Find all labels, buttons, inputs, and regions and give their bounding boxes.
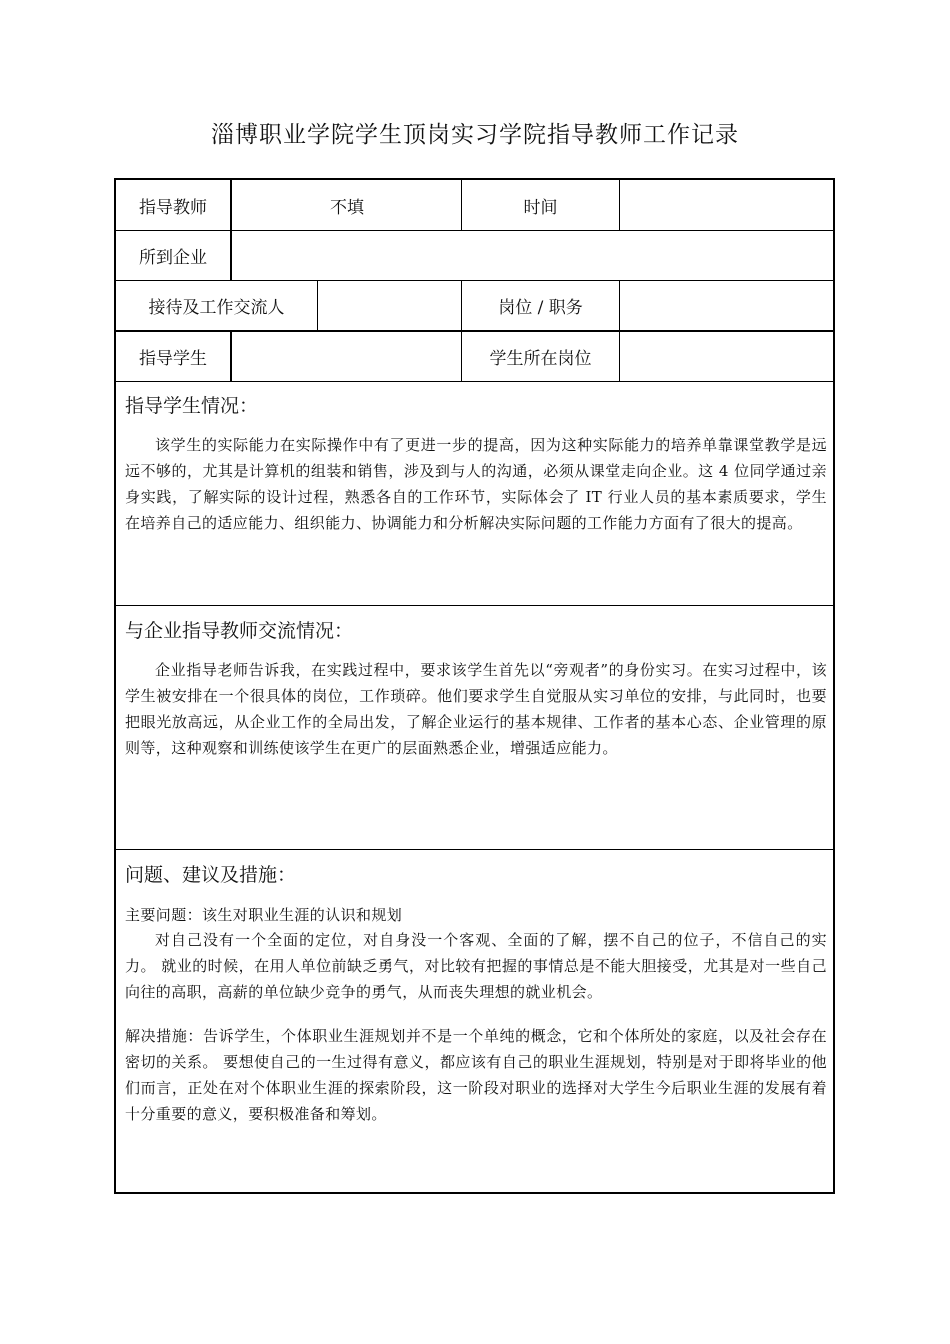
section-heading-exchange: 与企业指导教师交流情况： (125, 620, 354, 642)
position-label: 岗位 / 职务 (498, 298, 583, 318)
problem-body[interactable]: 对自己没有一个全面的定位，对自身没一个客观、全面的了解，摆不自己的位子，不信自己的实力。 就业的时候，在用人单位前缺乏勇气，对比较有把握的事情总是不能大胆接受，尤其是对一些自己向往的高职，高薪的单位缺少竞争的勇气，从而丧失理想的就业机会。 (125, 931, 827, 1001)
problem-line[interactable]: 主要问题：该生对职业生涯的认识和规划 (125, 906, 403, 924)
section-heading-student: 指导学生情况： (125, 395, 259, 417)
section-heading-problems: 问题、建议及措施： (125, 864, 297, 886)
page-title: 淄博职业学院学生顶岗实习学院指导教师工作记录 (211, 122, 739, 148)
solution-body[interactable]: 解决措施：告诉学生，个体职业生涯规划并不是一个单纯的概念，它和个体所处的家庭，以及社会存在密切的关系。 要想使自己的一生过得有意义，都应该有自己的职业生涯规划，特别是对于即将毕业的他们而言，正处在对个体职业生涯的探索阶段，这一阶段对职业的选择对大学生今后职业生涯的发展有着十分重要的意义，要积极准备和筹划。 (125, 1027, 827, 1123)
row-divider (116, 381, 833, 382)
time-value[interactable] (620, 180, 833, 230)
company-label: 所到企业 (139, 248, 207, 268)
row-divider (116, 605, 833, 606)
teacher-label: 指导教师 (139, 197, 207, 218)
section-body-student[interactable]: 该学生的实际能力在实际操作中有了更进一步的提高，因为这种实际能力的培养单靠课堂教学是远远不够的，尤其是计算机的组装和销售，涉及到与人的沟通，必须从课堂走向企业。这 4 位同学通过亲身实践，了解实际的设计过程，熟悉各自的工作环节，实际体会了 IT 行业人员的基本素质要求，学生在培养自己的适应能力、组织能力、协调能力和分析解决实际问题的工作能力方面有了很大的提高。 (125, 436, 827, 532)
student-post-value[interactable] (620, 332, 833, 381)
company-value[interactable] (232, 231, 832, 280)
teacher-value[interactable]: 不填 (330, 197, 364, 218)
contact-value[interactable] (318, 281, 461, 330)
section-body-exchange[interactable]: 企业指导老师告诉我，在实践过程中，要求该学生首先以“旁观者”的身份实习。在实习过程中，该学生被安排在一个很具体的岗位，工作琐碎。他们要求学生自觉服从实习单位的安排，与此同时，也要把眼光放高远，从企业工作的全局出发，了解企业运行的基本规律、工作者的基本心态、企业管理的原则等，这种观察和训练使该学生在更广的层面熟悉企业，增强适应能力。 (125, 661, 827, 757)
record-form (114, 178, 835, 1194)
student-label: 指导学生 (139, 349, 207, 369)
student-value[interactable] (232, 332, 461, 381)
position-value[interactable] (620, 281, 833, 330)
contact-label: 接待及工作交流人 (148, 298, 285, 318)
row-divider (116, 849, 833, 850)
student-post-label: 学生所在岗位 (489, 349, 592, 369)
time-label: 时间 (523, 197, 558, 218)
